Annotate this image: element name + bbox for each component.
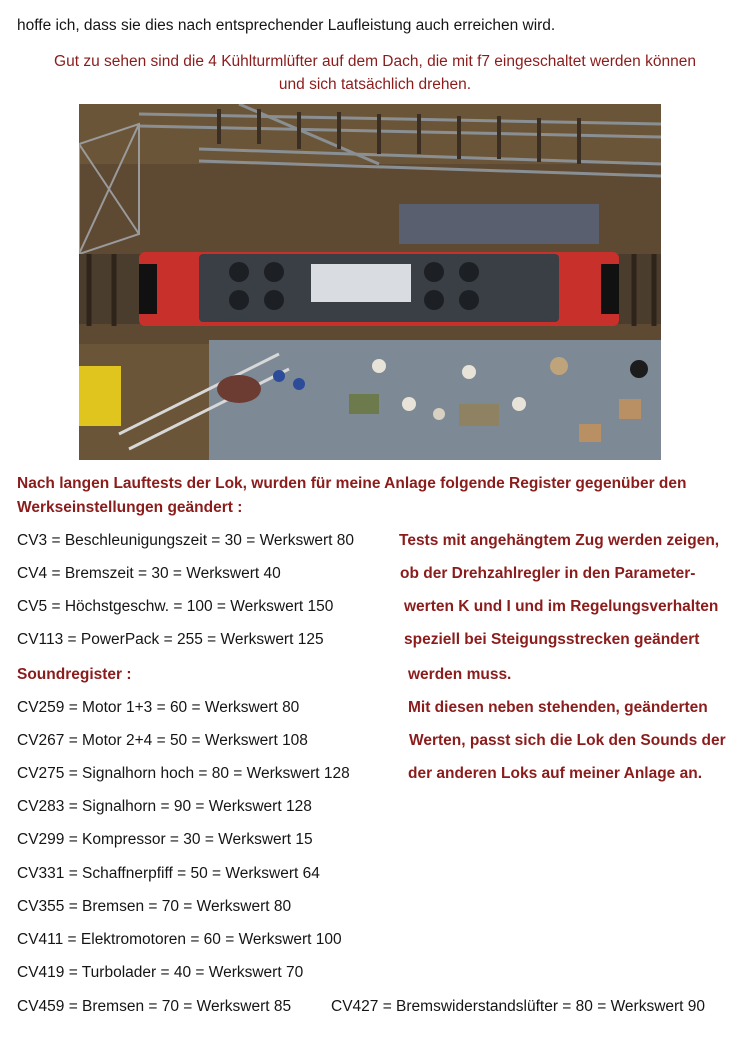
side-note-line: ob der Drehzahlregler in den Parameter- [400,565,696,582]
sound-register-line: CV259 = Motor 1+3 = 60 = Werkswert 80 [17,699,300,716]
section-heading-line-1: Nach langen Lauftests der Lok, wurden für meine Anlage folgende Register gegenüber den [17,475,687,492]
sound-register-line: CV419 = Turbolader = 40 = Werkswert 70 [17,964,304,981]
locomotive-photo-illustration [79,104,661,460]
side-note-line: Mit diesen neben stehenden, geänderten [408,699,708,716]
sound-register-line: CV283 = Signalhorn = 90 = Werkswert 128 [17,798,312,815]
sound-register-heading: Soundregister : [17,666,132,683]
side-note-line: Tests mit angehängtem Zug werden zeigen, [399,532,720,549]
register-line: CV5 = Höchstgeschw. = 100 = Werkswert 150 [17,598,334,615]
sound-register-line: CV411 = Elektromotoren = 60 = Werkswert 100 [17,931,342,948]
register-line: CV3 = Beschleunigungszeit = 30 = Werkswert 80 [17,532,355,549]
side-note-line: speziell bei Steigungsstrecken geändert [404,631,700,648]
register-line: CV113 = PowerPack = 255 = Werkswert 125 [17,631,324,648]
register-line: CV4 = Bremszeit = 30 = Werkswert 40 [17,565,281,582]
side-note-line: werten K und I und im Regelungsverhalten [404,598,719,615]
side-note-line: der anderen Loks auf meiner Anlage an. [408,765,703,782]
sound-register-line: CV275 = Signalhorn hoch = 80 = Werkswert 128 [17,765,350,782]
section-heading-line-2: Werkseinstellungen geändert : [17,499,243,516]
sound-register-line: CV331 = Schaffnerpfiff = 50 = Werkswert 64 [17,865,320,882]
sound-register-line: CV299 = Kompressor = 30 = Werkswert 15 [17,831,313,848]
photo-caption-line-2: und sich tatsächlich drehen. [278,76,472,93]
side-note-line: werden muss. [408,666,512,683]
sound-register-line: CV355 = Bremsen = 70 = Werkswert 80 [17,898,292,915]
photo-caption-line-1: Gut zu sehen sind die 4 Kühlturmlüfter auf dem Dach, die mit f7 eingeschaltet werden können [54,53,696,70]
intro-text: hoffe ich, dass sie dies nach entsprechender Laufleistung auch erreichen wird. [17,17,556,34]
sound-register-line-right: CV427 = Bremswiderstandslüfter = 80 = Werkswert 90 [331,998,706,1015]
side-note-line: Werten, passt sich die Lok den Sounds der [409,732,726,749]
locomotive-photo [79,104,661,460]
sound-register-line: CV459 = Bremsen = 70 = Werkswert 85 [17,998,292,1015]
sound-register-line: CV267 = Motor 2+4 = 50 = Werkswert 108 [17,732,308,749]
